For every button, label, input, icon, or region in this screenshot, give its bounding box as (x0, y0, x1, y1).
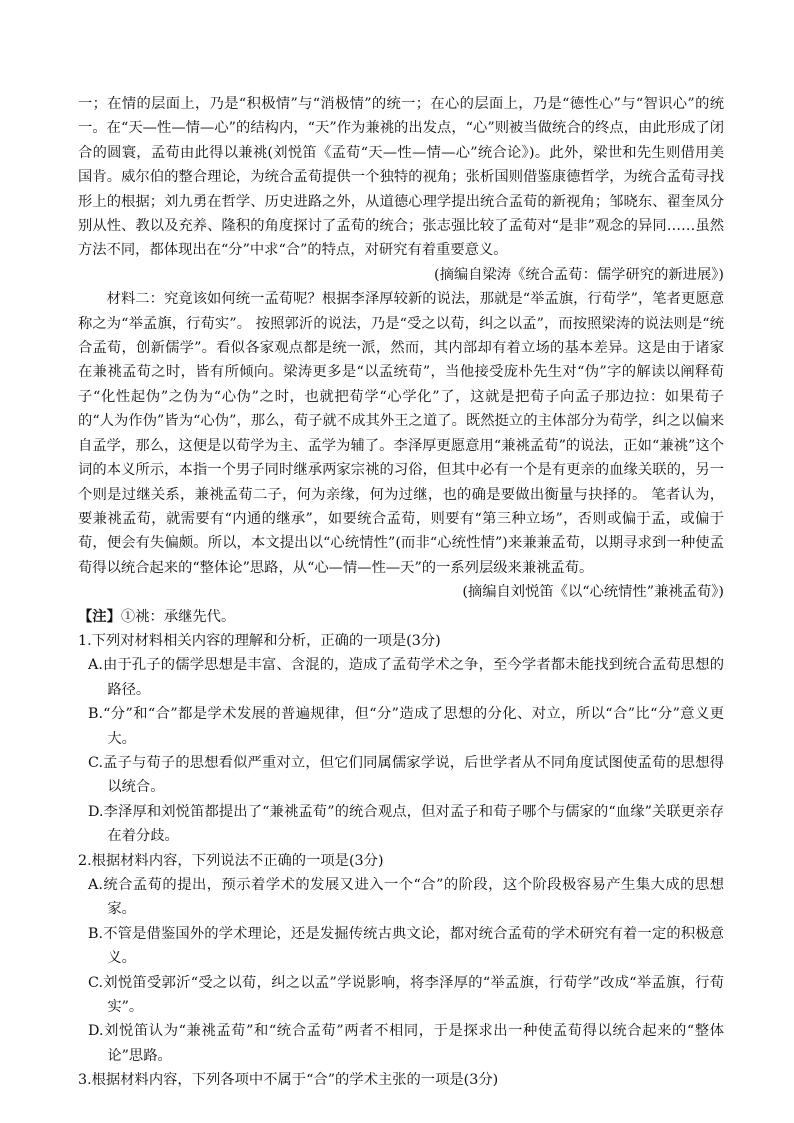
option-d: D.李泽厚和刘悦笛都提出了“兼祧孟荀”的统合观点，但对孟子和荀子哪个与儒家的“血缘”关联更亲存在着分歧。 (88, 803, 724, 845)
note-text: ①祧：承继先代。 (120, 608, 236, 625)
option-a: A.由于孔子的儒学思想是丰富、含混的，造成了孟荀学术之争，至今学者都未能找到统合孟荀思想的路径。 (88, 657, 724, 698)
option-b: B.不管是借鉴国外的学术理论，还是发掘传统古典文论，都对统合孟荀的学术研究有着一定的积极意义。 (88, 925, 724, 967)
option-a: A.统合孟荀的提出，预示着学术的发展又进入一个“合”的阶段，这个阶段极容易产生集大成的思想家。 (88, 877, 724, 918)
question-2 (78, 849, 724, 1069)
material-one-source: (摘编自梁涛《统合孟荀：儒学研究的新进展》) (434, 266, 724, 283)
option-d: D.刘悦笛认为“兼祧孟荀”和“统合孟荀”两者不相同，于是探求出一种使孟荀得以统合起来的“整体论”思路。 (88, 1023, 724, 1064)
material-one-paragraph: 一；在情的层面上，乃是“积极情”与“消极情”的统一；在心的层面上，乃是“德性心”与“智识心”的统一。在“天—性—情—心”的结构内，“天”作为兼祧的出发点，“心”则被当做统合的终点，由此形成了闭合的圆寰，孟荀由此得以兼祧(刘悦笛《孟荀“天—性—情—心”统合论》)。此外，梁世和先生则借用美国肯。威尔伯的整合理论，为统合孟荀提供一个独特的视角；张析国则借鉴康德哲学，为统合孟荀寻找形上的根据；刘九勇在哲学、历史进路之外，从道德心理学提出统合孟荀的新视角；邹晓东、翟奎凤分别从性、教以及充养、隆积的角度探讨了孟荀的统合；张志强比较了孟荀对“是非”观念的异同……虽然方法不同，都体现出在“分”中求“合”的特点，对研究有着重要意义。 (78, 96, 724, 259)
question-stem: 1.下列对材料相关内容的理解和分析，正确的一项是(3分) (78, 632, 441, 649)
question-stem: 3.根据材料内容，下列各项中不属于“合”的学术主张的一项是(3分) (78, 1072, 499, 1089)
annotation-note (78, 605, 724, 629)
question-3 (78, 1068, 724, 1092)
question-1 (78, 629, 724, 849)
note-label: 【注】 (78, 608, 121, 625)
material-two-source: (摘编自刘悦笛《以“心统情性”兼祧孟荀》) (462, 584, 724, 601)
question-stem: 2.根据材料内容，下列说法不正确的一项是(3分) (78, 852, 384, 869)
option-b: B.“分”和“合”都是学术发展的普遍规律，但“分”造成了思想的分化、对立，所以“合”比“分”意义更大。 (88, 706, 724, 747)
material-two-paragraph: 材料二：究竟该如何统一孟荀呢？根据李泽厚较新的说法，那就是“举孟旗，行荀学”，笔者更愿意称之为“举孟旗，行荀实”。 按照郭沂的说法，乃是“受之以荀，纠之以孟”，而按照梁涛的说法则是“统合孟荀，创新儒学”。看似各家观点都是统一派，然而，其内部却有着立场的基本差异。这是由于诸家在兼祧孟荀之时，皆有所倾向。梁涛更多是“以孟统荀”，当他接受庞朴先生对“伪”字的解读以阐释荀子“化性起伪”之伪为“心伪”之时，也就把荀学“心学化”了，这就是把荀子向孟子那边拉：如果荀子的“人为作伪”皆为“心伪”，那么，荀子就不成其外王之道了。既然挺立的主体部分为荀学，纠之以偏来自孟学，那么，这便是以荀学为主、孟学为辅了。李泽厚更愿意用“兼祧孟荀”的说法，正如“兼祧”这个词的本义所示，本指一个男子同时继承两家宗祧的习俗，但其中必有一个是有更亲的血缘关联的，另一个则是过继关系，兼祧孟荀二子，何为亲缘，何为过继，也的确是要做出衡量与抉择的。 笔者认为，要兼祧孟荀，就需要有“内通的继承”，如要统合孟荀，则要有“第三种立场”，否则或偏于孟，或偏于荀，便会有失偏颇。所以，本文提出以“心统情性”(而非“心统性情”)来兼兼孟荀，以期寻求到一种使孟荀得以统合起来的“整体论”思路，从“心—情—性—天”的一系列层级来兼祧孟荀。 (78, 291, 724, 576)
option-c: C.刘悦笛受郭沂“受之以荀，纠之以孟”学说影响，将李泽厚的“举孟旗，行荀学”改成“举孟旗，行荀实”。 (88, 974, 724, 1016)
option-c: C.孟子与荀子的思想看似严重对立，但它们同属儒家学说，后世学者从不同角度试图使孟荀的思想得以统合。 (88, 754, 724, 796)
